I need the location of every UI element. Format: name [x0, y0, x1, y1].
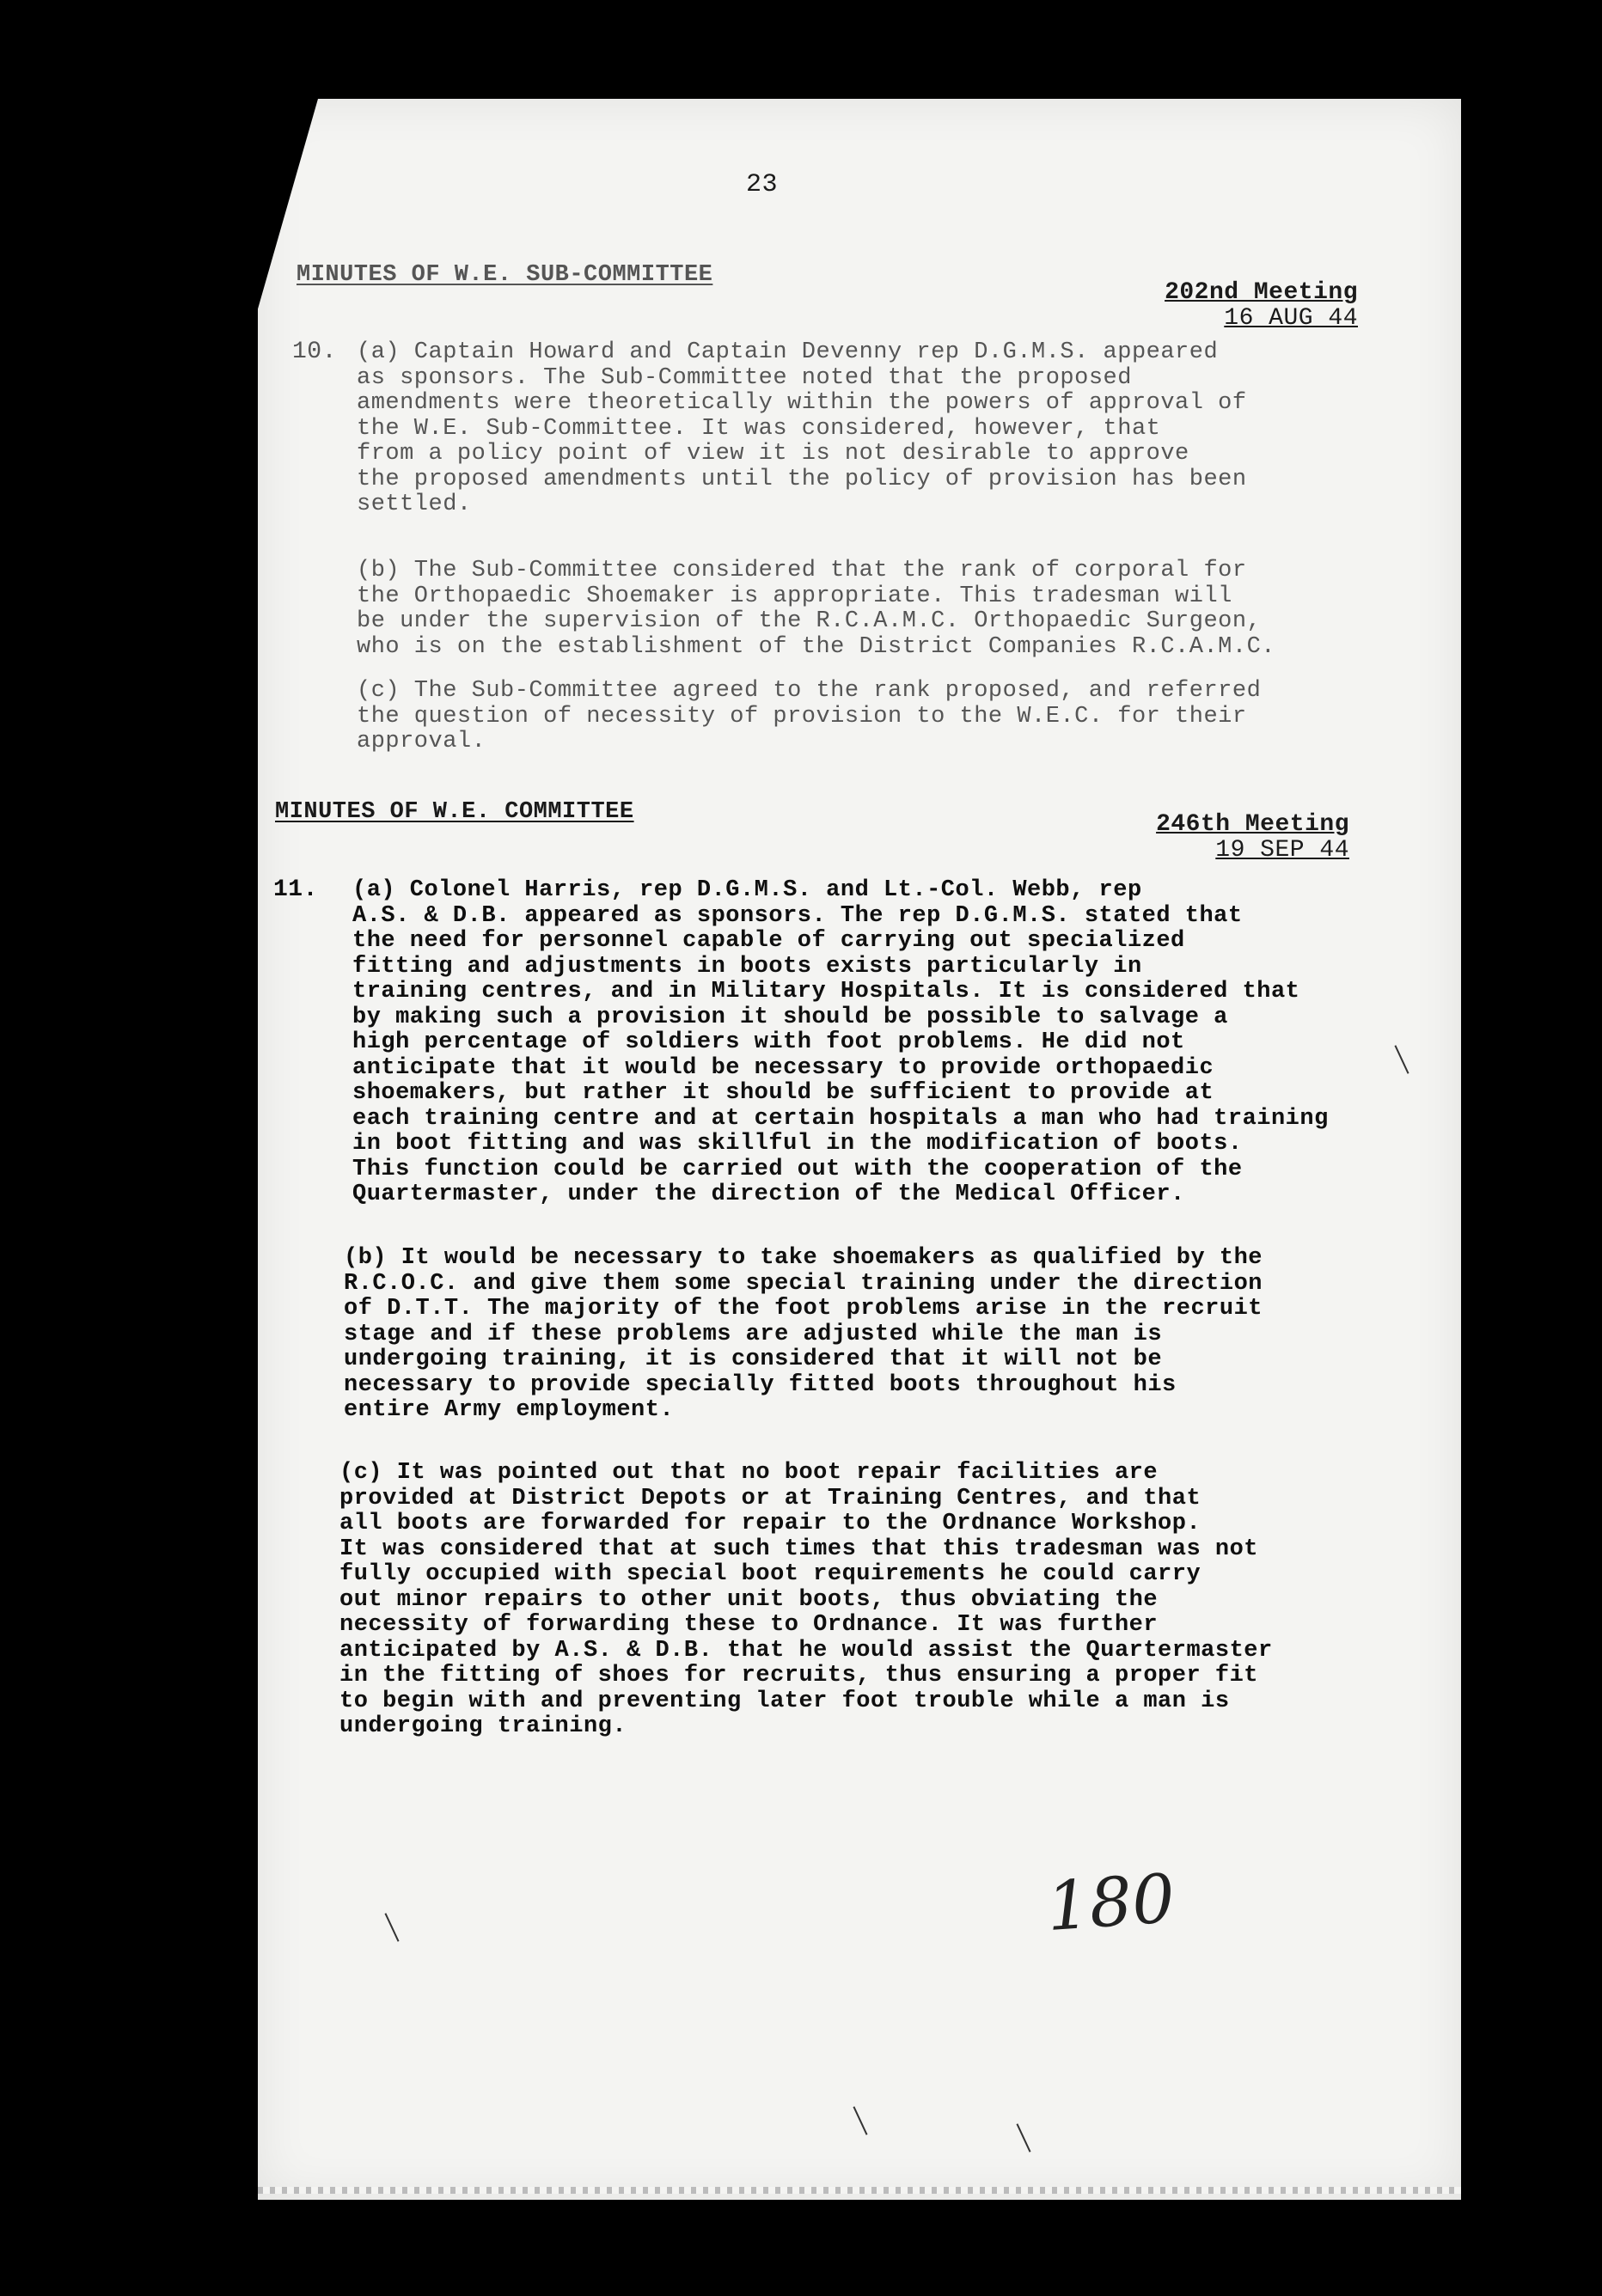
page-number: 23	[746, 170, 779, 199]
section-1-meeting-block	[1074, 280, 1358, 332]
section-1-heading: MINUTES OF W.E. SUB-COMMITTEE	[297, 262, 713, 288]
handwritten-folio-number: 180	[1044, 1859, 1177, 1947]
section-2-meeting-block	[1074, 812, 1349, 864]
section-1-meeting-title: 202nd Meeting	[1165, 279, 1358, 306]
item-11-paragraph-c: (c) It was pointed out that no boot repair facilities are provided at District Depots or at Training Centres, and that all boots are forwarded for repair to the Ordnance Workshop. It was considered that at such times that this tradesman was not fully occupied with special boot requirements he could carry out minor repairs to other unit boots, thus obviating the necessity of forwarding these to Ordnance. It was further anticipated by A.S. & D.B. that he would assist the Quartermaster in the fitting of shoes for recruits, thus ensuring a proper fit to begin with and preventing later foot trouble while a man is undergoing training.	[339, 1460, 1273, 1739]
item-10-number: 10.	[292, 339, 337, 365]
item-11-paragraph-b: (b) It would be necessary to take shoemakers as qualified by the R.C.O.C. and give them some special training under the direction of D.T.T. The majority of the foot problems arise in the recruit stage and if these problems are adjusted while the man is undergoing training, it is considered that it will not be necessary to provide specially fitted boots throughout his entire Army employment.	[344, 1245, 1263, 1423]
section-2-meeting-date: 19 SEP 44	[1215, 837, 1349, 864]
section-2-meeting-title: 246th Meeting	[1156, 811, 1349, 838]
sheet-bottom-edge	[258, 2187, 1461, 2194]
section-2-heading: MINUTES OF W.E. COMMITTEE	[275, 799, 634, 825]
item-11-paragraph-a: (a) Colonel Harris, rep D.G.M.S. and Lt.-Col. Webb, rep A.S. & D.B. appeared as sponsors. The rep D.G.M.S. stated that the need for personnel capable of carrying out specialized fitting and adjustments in boots exists particularly in training centres, and in Military Hospitals. It is considered that by making such a provision it should be possible to salvage a high percentage of soldiers with foot problems. He did not anticipate that it would be necessary to provide orthopaedic shoemakers, but rather it should be sufficient to provide at each training centre and at certain hospitals a man who had training in boot fitting and was skillful in the modification of boots. This function could be carried out with the cooperation of the Quartermaster, under the direction of the Medical Officer.	[352, 877, 1329, 1207]
item-11-number: 11.	[273, 876, 318, 903]
item-10-paragraph-a: (a) Captain Howard and Captain Devenny rep D.G.M.S. appeared as sponsors. The Sub-Committee noted that the proposed amendments were theoretically within the powers of approval of the W.E. Sub-Committee. It was considered, however, that from a policy point of view it is not desirable to approve the proposed amendments until the policy of provision has been settled.	[357, 339, 1247, 517]
item-10-paragraph-b: (b) The Sub-Committee considered that the rank of corporal for the Orthopaedic Shoemaker is appropriate. This tradesman will be under the supervision of the R.C.A.M.C. Orthopaedic Surgeon, who is on the establishment of the District Companies R.C.A.M.C.	[357, 558, 1275, 660]
section-1-meeting-date: 16 AUG 44	[1224, 305, 1358, 332]
item-10-paragraph-c: (c) The Sub-Committee agreed to the rank proposed, and referred the question of necessity of provision to the W.E.C. for their approval.	[357, 678, 1262, 754]
